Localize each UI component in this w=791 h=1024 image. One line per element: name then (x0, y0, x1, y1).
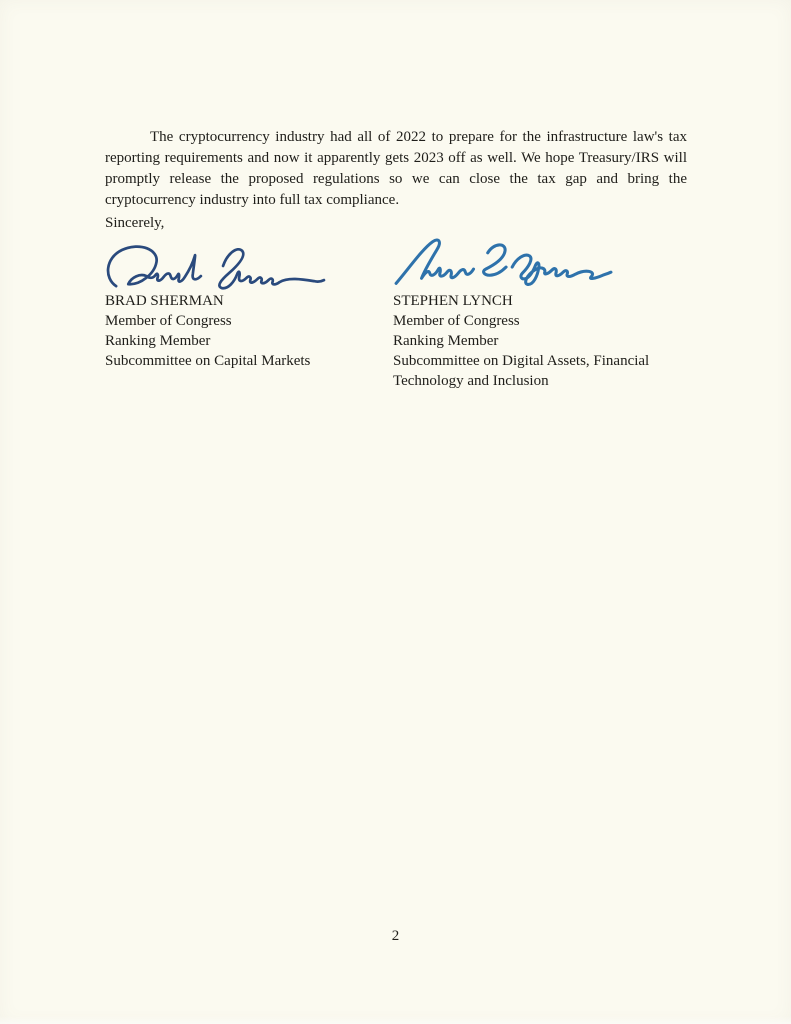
signer-title-line: Member of Congress (393, 313, 520, 329)
signature-stroke (219, 249, 324, 288)
signer-title-line: Subcommittee on Digital Assets, Financial (393, 353, 650, 369)
signer-title-line: Technology and Inclusion (393, 373, 549, 389)
signature-stroke (108, 247, 201, 287)
page-number: 2 (391, 928, 400, 944)
signer-title-line: Ranking Member (105, 333, 211, 349)
signer-name: BRAD SHERMAN (105, 293, 224, 309)
signature-stroke (396, 240, 473, 283)
signer-name: STEPHEN LYNCH (393, 293, 513, 309)
signature-stroke (484, 245, 506, 275)
signer-block-lynch (393, 291, 678, 391)
signature-stroke (512, 255, 611, 284)
signer-title-line: Ranking Member (393, 333, 499, 349)
signer-title-line: Member of Congress (105, 313, 232, 329)
stephen-lynch-signature-icon (390, 236, 614, 290)
letter-closing: Sincerely, (105, 215, 165, 231)
signer-block-sherman (105, 291, 375, 371)
letter-body-paragraph: The cryptocurrency industry had all of 2022 to prepare for the infrastructure law's tax reporting requirements and now it apparently gets 2023 off as well. We hope Treasury/IRS will promptly release the proposed regulations so we can close the tax gap and bring the cryptocurrency industry into full tax compliance. (105, 129, 687, 208)
brad-sherman-signature-icon (100, 241, 330, 295)
signer-title-line: Subcommittee on Capital Markets (105, 353, 311, 369)
